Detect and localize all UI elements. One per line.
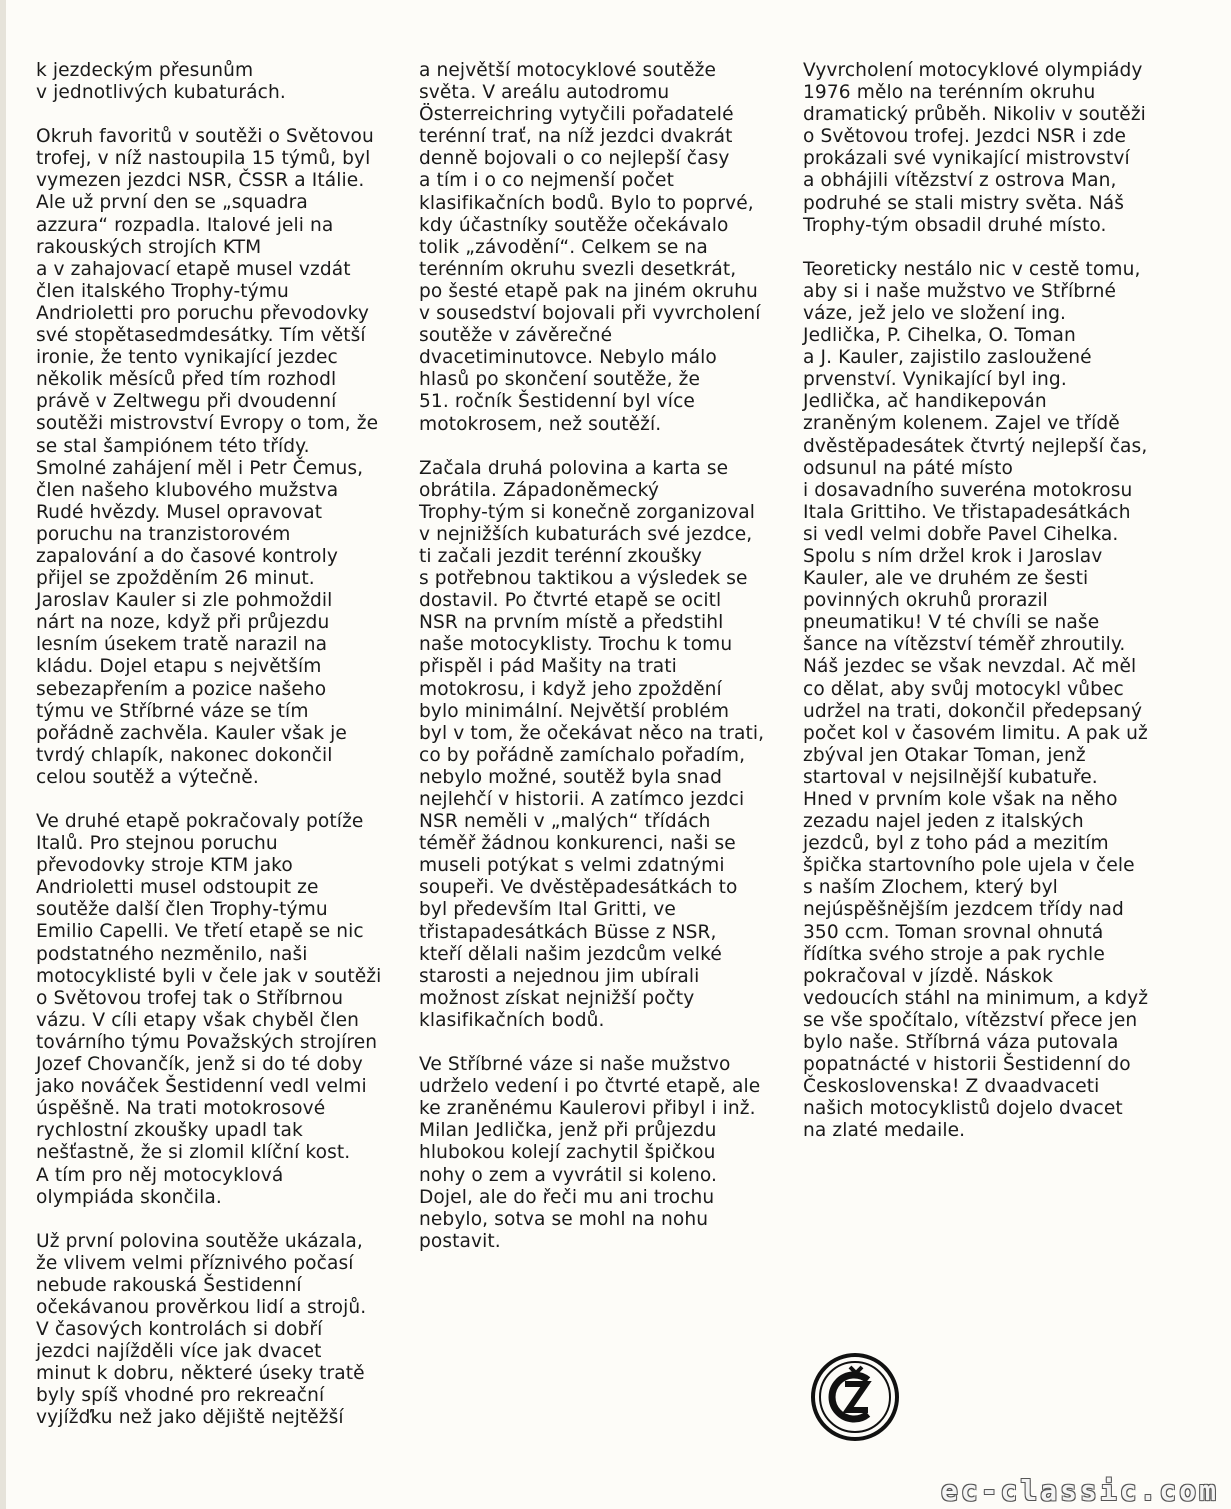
text-line: Teoreticky nestálo nic v cestě tomu, xyxy=(803,258,1141,280)
text-column-1 xyxy=(36,60,381,1452)
text-line: přispěl i pád Mašity na trati xyxy=(419,656,677,678)
text-line: nohy o zem a vyvrátil si koleno. xyxy=(419,1164,718,1186)
text-line: třistapadesátkách Büsse z NSR, xyxy=(419,921,717,943)
text-line: byly spíš vhodné pro rekreační xyxy=(36,1385,325,1407)
text-line: jezdců, byl z toho pád a mezitím xyxy=(803,833,1109,855)
text-line: soutěži mistrovství Evropy o tom, že xyxy=(36,413,379,435)
text-line: naše motocyklisty. Trochu k tomu xyxy=(419,634,733,656)
paragraph xyxy=(36,126,381,789)
text-line: NSR na prvním místě a předstihl xyxy=(419,612,724,634)
text-line: a v zahajovací etapě musel vzdát xyxy=(36,258,351,280)
text-line: vázu. V cíli etapy však chyběl člen xyxy=(36,1009,360,1031)
text-line: šance na vítězství téměř zhroutily. xyxy=(803,634,1126,656)
text-line: Okruh favoritů v soutěži o Světovou xyxy=(36,126,374,148)
text-line: špička startovního pole ujela v čele xyxy=(803,855,1135,877)
text-line: denně bojovali o co nejlepší časy xyxy=(419,148,730,170)
text-line: továrního týmu Považských strojíren xyxy=(36,1031,378,1053)
text-line: téměř žádnou konkurenci, naši se xyxy=(419,833,736,855)
text-line: povinných okruhů prorazil xyxy=(803,590,1048,612)
text-line: terénní trať, na níž jezdci dvakrát xyxy=(419,126,733,148)
text-line: Začala druhá polovina a karta se xyxy=(419,457,729,479)
text-line: řídítka svého stroje a pak rychle xyxy=(803,943,1105,965)
text-line: Jedlička, ač handikepován xyxy=(803,391,1047,413)
text-line: jezdci najížděli více jak dvacet xyxy=(36,1341,322,1363)
text-line: 1976 mělo na terénním okruhu xyxy=(803,82,1096,104)
text-line: ke zraněnému Kaulerovi přibyl i inž. xyxy=(419,1098,756,1120)
paragraph xyxy=(36,1231,381,1430)
text-line: nejlehčí v historii. A zatímco jezdci xyxy=(419,789,745,810)
text-line: prvenství. Vynikající byl ing. xyxy=(803,369,1067,391)
text-line: Österreichring vytyčili pořadatelé xyxy=(419,104,734,126)
text-line: udržel na trati, dokončil předepsaný xyxy=(803,700,1143,722)
text-line: hlubokou kolejí zachytil špičkou xyxy=(419,1142,716,1164)
text-line: a J. Kauler, zajistilo zasloužené xyxy=(803,347,1092,369)
text-line: Už první polovina soutěže ukázala, xyxy=(36,1230,363,1252)
text-line: člen našeho klubového mužstva xyxy=(36,479,339,501)
text-line: ironie, že tento vynikající jezdec xyxy=(36,347,338,369)
text-line: světa. V areálu autodromu xyxy=(419,82,670,104)
text-line: obrátila. Západoněmecký xyxy=(419,479,659,501)
text-line: na zlaté medaile. xyxy=(803,1120,966,1142)
text-line: a tím i o co nejmenší počet xyxy=(419,170,674,192)
text-line: ti začali jezdit terénní zkoušky xyxy=(419,545,702,567)
text-line: pokračoval v jízdě. Náskok xyxy=(803,965,1053,987)
text-line: dramatický průběh. Nikoliv v soutěži xyxy=(803,104,1146,126)
text-line: dvacetiminutovce. Nebylo málo xyxy=(419,347,717,369)
text-line: 51. ročník Šestidenní byl více xyxy=(419,391,695,413)
text-line: s potřebnou taktikou a výsledek se xyxy=(419,568,748,590)
text-line: motokrosem, než soutěží. xyxy=(419,413,662,435)
text-line: se stal šampiónem této třídy. xyxy=(36,435,310,457)
text-line: zezadu najel jeden z italských xyxy=(803,811,1084,833)
text-line: udrželo vedení i po čtvrté etapě, ale xyxy=(419,1076,761,1098)
text-line: 350 ccm. Toman srovnal ohnutá xyxy=(803,921,1104,943)
text-line: olympiáda skončila. xyxy=(36,1186,222,1208)
text-column-2 xyxy=(419,60,764,1275)
text-line: lesním úsekem tratě narazil na xyxy=(36,634,328,656)
text-line: nejúspěšnějším jezdcem třídy nad xyxy=(803,899,1124,921)
text-line: nešťastně, že si zlomil klíční kost. xyxy=(36,1142,351,1164)
text-line: k jezdeckým přesunům xyxy=(36,60,254,81)
text-line: Dojel, ale do řeči mu ani trochu xyxy=(419,1186,715,1208)
paragraph xyxy=(803,60,1148,237)
text-line: Trophy-tým si konečně zorganizoval xyxy=(419,501,756,523)
text-line: Andrioletti musel odstoupit ze xyxy=(36,877,319,899)
text-line: klasifikačních bodů. xyxy=(419,1009,605,1031)
text-line: vedoucích stáhl na minimum, a když xyxy=(803,987,1149,1009)
text-line: Československa! Z dvaadvaceti xyxy=(803,1076,1100,1098)
text-line: byl v tom, že očekávat něco na trati, xyxy=(419,722,765,744)
text-line: A tím pro něj motocyklová xyxy=(36,1164,284,1186)
page-edge xyxy=(0,0,6,1509)
text-line: rychlostní zkoušky upadl tak xyxy=(36,1120,303,1142)
text-line: převodovky stroje KTM jako xyxy=(36,855,293,877)
text-line: NSR neměli v „malých“ třídách xyxy=(419,811,711,833)
text-line: právě v Zeltwegu při dvoudenní xyxy=(36,391,337,413)
text-line: Jozef Chovančík, jenž si do té doby xyxy=(36,1054,363,1076)
text-line: soutěže v závěrečné xyxy=(419,325,613,347)
text-line: kdy účastníky soutěže očekávalo xyxy=(419,214,729,236)
text-line: o Světovou trofej tak o Stříbrnou xyxy=(36,987,344,1009)
text-line: s naším Zlochem, který byl xyxy=(803,877,1058,899)
text-line: Hned v prvním kole však na něho xyxy=(803,789,1118,810)
text-line: Milan Jedlička, jenž při průjezdu xyxy=(419,1120,717,1142)
text-line: nebude rakouská Šestidenní xyxy=(36,1274,302,1296)
paragraph xyxy=(36,60,381,104)
text-line: v jednotlivých kubaturách. xyxy=(36,82,286,104)
text-line: V časových kontrolách si dobří xyxy=(36,1319,323,1341)
text-line: motocyklisté byli v čele jak v soutěži xyxy=(36,965,382,987)
watermark: ec-classic.com xyxy=(940,1474,1219,1507)
text-line: dostavil. Po čtvrté etapě se ocitl xyxy=(419,590,722,612)
text-line: úspěšně. Na trati motokrosové xyxy=(36,1098,326,1120)
text-line: Itala Grittiho. Ve třistapadesátkách xyxy=(803,501,1131,523)
text-line: co by pořádně zamíchalo pořadím, xyxy=(419,744,746,766)
text-line: zapalování a do časové kontroly xyxy=(36,545,339,567)
text-line: Emilio Capelli. Ve třetí etapě se nic xyxy=(36,921,364,943)
text-line: si vedl velmi dobře Pavel Cihelka. xyxy=(803,523,1119,545)
text-line: několik měsíců před tím rozhodl xyxy=(36,369,337,391)
text-line: startoval v nejsilnější kubatuře. xyxy=(803,766,1098,788)
text-line: klasifikačních bodů. Bylo to poprvé, xyxy=(419,192,754,214)
text-line: trofej, v níž nastoupila 15 týmů, byl xyxy=(36,148,371,170)
text-line: v nejnižších kubaturách své jezdce, xyxy=(419,523,753,545)
text-line: aby si i naše mužstvo ve Stříbrné xyxy=(803,280,1116,302)
text-line: pneumatiku! V té chvíli se naše xyxy=(803,612,1100,634)
text-line: bylo naše. Stříbrná váza putovala xyxy=(803,1032,1119,1054)
text-line: Ale už první den se „squadra xyxy=(36,192,308,214)
text-line: Spolu s ním držel krok i Jaroslav xyxy=(803,545,1103,567)
text-line: odsunul na páté místo xyxy=(803,457,1013,479)
text-line: terénním okruhu svezli desetkrát, xyxy=(419,258,737,280)
text-line: a obhájili vítězství z ostrova Man, xyxy=(803,170,1117,192)
text-line: nebylo, sotva se mohl na nohu xyxy=(419,1208,709,1230)
text-line: vyjížďku než jako dějiště nejtěžší xyxy=(36,1407,344,1429)
paragraph xyxy=(36,811,381,1209)
text-line: jako nováček Šestidenní vedl velmi xyxy=(36,1076,367,1098)
text-line: Rudé hvězdy. Musel opravovat xyxy=(36,501,323,523)
text-line: možnost získat nejnižší počty xyxy=(419,987,695,1009)
text-line: a největší motocyklové soutěže xyxy=(419,60,717,81)
text-line: pořádně zachvěla. Kauler však je xyxy=(36,722,347,744)
text-line: soupeři. Ve dvěstěpadesátkách to xyxy=(419,877,738,899)
text-line: co dělat, aby svůj motocykl vůbec xyxy=(803,678,1124,700)
text-line: Andrioletti pro poruchu převodovky xyxy=(36,302,369,324)
text-line: bylo minimální. Největší problém xyxy=(419,700,730,722)
paragraph xyxy=(419,60,764,436)
text-line: minut k dobru, některé úseky tratě xyxy=(36,1363,365,1385)
text-line: kteří dělali našim jezdcům velké xyxy=(419,943,722,965)
text-line: člen italského Trophy-týmu xyxy=(36,280,289,302)
text-line: postavit. xyxy=(419,1230,501,1252)
text-line: po šesté etapě pak na jiném okruhu xyxy=(419,280,758,302)
paragraph xyxy=(419,1054,764,1253)
text-line: kládu. Dojel etapu s největším xyxy=(36,656,322,678)
text-line: azzura“ rozpadla. Italové jeli na xyxy=(36,214,334,236)
text-line: se vše spočítalo, vítězství přece jen xyxy=(803,1009,1138,1031)
text-line: Jaroslav Kauler si zle pohmoždil xyxy=(36,590,333,612)
text-line: poruchu na tranzistorovém xyxy=(36,523,291,545)
paragraph xyxy=(803,259,1148,1143)
text-line: Ve Stříbrné váze si naše mužstvo xyxy=(419,1054,731,1076)
text-line: Kauler, ale ve druhém ze šesti xyxy=(803,568,1089,590)
text-line: váze, jež jelo ve složení ing. xyxy=(803,302,1067,324)
text-line: očekávanou prověrkou lidí a strojů. xyxy=(36,1296,367,1318)
text-line: celou soutěž a výtečně. xyxy=(36,766,259,788)
text-line: v sousedství bojovali při vyvrcholení xyxy=(419,303,761,325)
cz-logo-icon xyxy=(810,1352,900,1442)
text-line: nárt na noze, když při průjezdu xyxy=(36,612,330,634)
text-line: Náš jezdec se však nevzdal. Ač měl xyxy=(803,656,1137,678)
text-line: přijel se zpožděním 26 minut. xyxy=(36,568,315,590)
text-line: tvrdý chlapík, nakonec dokončil xyxy=(36,744,333,766)
text-line: byl především Ital Gritti, ve xyxy=(419,899,676,921)
text-line: starosti a nejednou jim ubírali xyxy=(419,965,700,987)
text-line: zbýval jen Otakar Toman, jenž xyxy=(803,744,1086,766)
text-line: týmu ve Stříbrné váze se tím xyxy=(36,700,309,722)
text-line: popatnácté v historii Šestidenní do xyxy=(803,1054,1131,1076)
text-line: dvěstěpadesátek čtvrtý nejlepší čas, xyxy=(803,435,1148,457)
text-line: podruhé se stali mistry světa. Náš xyxy=(803,192,1125,214)
text-line: Smolné zahájení měl i Petr Čemus, xyxy=(36,457,364,479)
text-line: prokázali své vynikající mistrovství xyxy=(803,148,1130,170)
text-line: Trophy-tým obsadil druhé místo. xyxy=(803,214,1107,236)
text-line: rakouských strojích KTM xyxy=(36,236,262,258)
text-line: o Světovou trofej. Jezdci NSR i zde xyxy=(803,126,1127,148)
text-line: i dosavadního suveréna motokrosu xyxy=(803,479,1133,501)
text-line: Italů. Pro stejnou poruchu xyxy=(36,833,278,855)
text-line: sebezapřením a pozice našeho xyxy=(36,678,327,700)
text-line: že vlivem velmi příznivého počasí xyxy=(36,1252,354,1274)
text-line: tolik „závodění“. Celkem se na xyxy=(419,236,708,258)
text-line: Vyvrcholení motocyklové olympiády xyxy=(803,60,1143,81)
text-line: vymezen jezdci NSR, ČSSR a Itálie. xyxy=(36,170,365,192)
text-line: podstatného nezměnilo, naši xyxy=(36,943,308,965)
text-line: hlasů po skončení soutěže, že xyxy=(419,369,700,391)
text-line: nebylo možné, soutěž byla snad xyxy=(419,766,722,788)
text-line: počet kol v časovém limitu. A pak už xyxy=(803,722,1148,744)
text-line: Ve druhé etapě pokračovaly potíže xyxy=(36,811,364,832)
text-line: Jedlička, P. Cihelka, O. Toman xyxy=(803,325,1076,347)
text-line: museli potýkat s velmi zdatnými xyxy=(419,855,725,877)
text-line: našich motocyklistů dojelo dvacet xyxy=(803,1098,1123,1120)
paragraph xyxy=(419,458,764,1032)
text-line: soutěže další člen Trophy-týmu xyxy=(36,899,328,921)
text-column-3 xyxy=(803,60,1148,1165)
text-line: motokrosu, i když jeho zpoždění xyxy=(419,678,722,700)
text-line: zraněným kolenem. Zajel ve třídě xyxy=(803,413,1120,435)
text-line: své stopětasedmdesátky. Tím větší xyxy=(36,325,366,347)
